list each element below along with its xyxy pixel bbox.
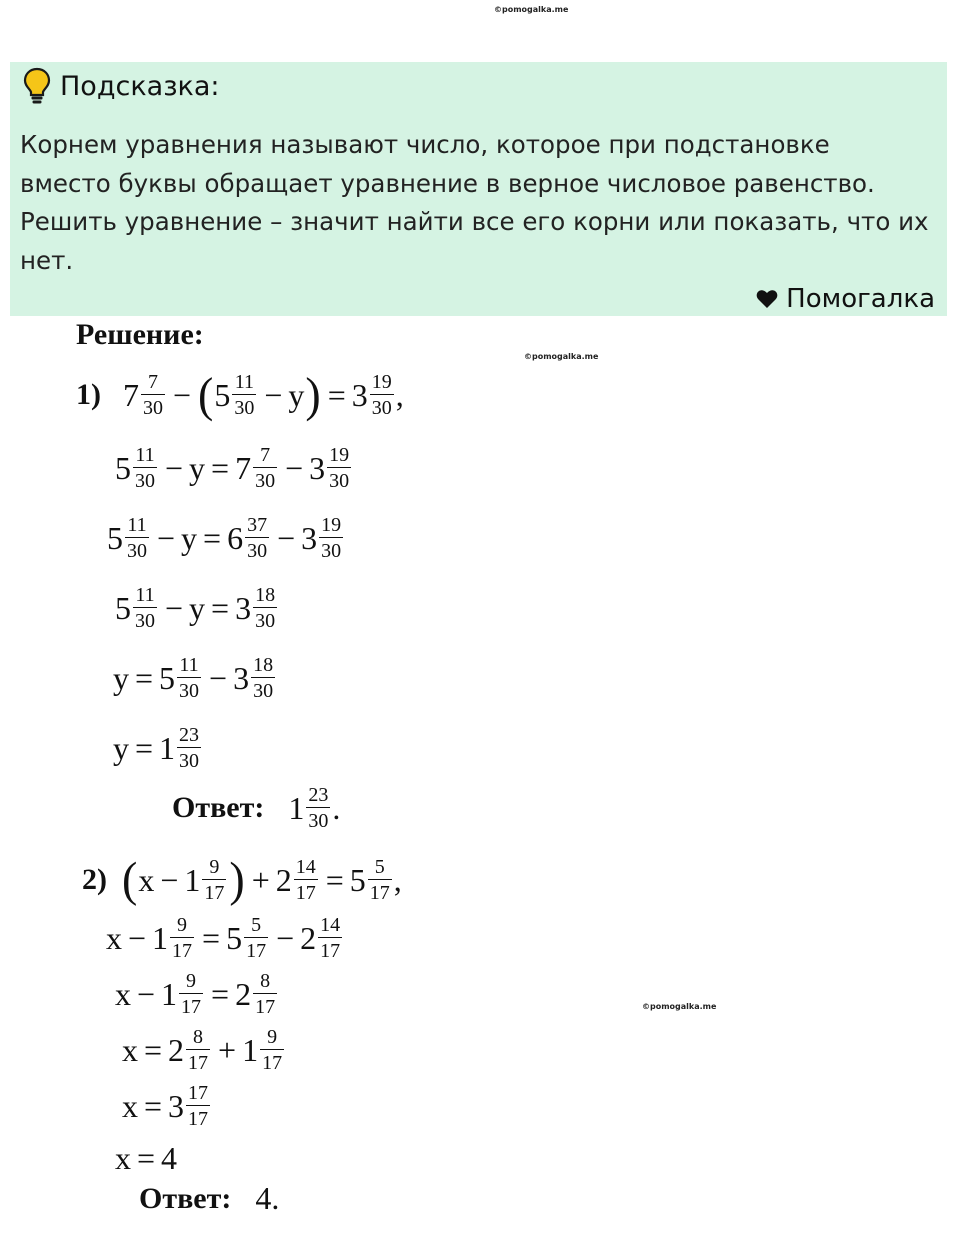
- answer-fraction: $\frac{23}{30}$: [308, 784, 329, 832]
- equation-line: x − 1 $\frac{9}{17}$ = 2 $\frac{8}{17}$: [115, 970, 276, 1018]
- hint-line: вместо буквы обращает уравнение в верное числовое равенство.: [20, 168, 875, 198]
- problem-label: 1): [76, 378, 101, 411]
- equation-line: y = 5 $\frac{11}{30}$ − 3 $\frac{18}{30}$: [113, 654, 274, 702]
- brand-label: Помогалка: [786, 284, 935, 314]
- hint-text: [20, 126, 935, 280]
- hint-box: [10, 62, 947, 316]
- answer-line: Ответ: 1 $\frac{23}{30}$ .: [172, 784, 341, 832]
- equation-line: 2) ( x − 1 $\frac{9}{17}$ ) + 2 $\frac{14}{17}$ = 5 $\frac{5}{17}$ ,: [82, 852, 402, 907]
- lightbulb-icon: [22, 66, 52, 106]
- equation-line: x = 3 $\frac{17}{17}$: [122, 1082, 209, 1130]
- heart-icon: [756, 289, 778, 309]
- brand-link[interactable]: [756, 284, 935, 314]
- hint-line: Решить уравнение – значит найти все его корни или показать, что их: [20, 207, 929, 236]
- equation-line: y = 1 $\frac{23}{30}$: [113, 724, 200, 772]
- hint-header: [22, 66, 220, 106]
- solution-title: Решение:: [76, 318, 204, 351]
- watermark-top: ©pomogalka.me: [494, 5, 569, 14]
- problem-label: 2): [82, 863, 107, 896]
- answer-line: [139, 1180, 279, 1217]
- watermark-mid: ©pomogalka.me: [524, 352, 599, 361]
- watermark-right: ©pomogalka.me: [642, 1002, 717, 1011]
- hint-title: Подсказка:: [60, 70, 220, 102]
- equation-line: 5 $\frac{11}{30}$ − y = 7 $\frac{7}{30}$ − 3 $\frac{19}{30}$: [115, 444, 350, 492]
- hint-line: нет.: [20, 245, 74, 275]
- answer-whole: 1: [288, 789, 305, 826]
- equation-line: x = 4: [115, 1140, 178, 1176]
- equation-line: 5 $\frac{11}{30}$ − y = 3 $\frac{18}{30}$: [115, 584, 276, 632]
- equation-line: 1) 7 $\frac{7}{30}$ − ( 5 $\frac{11}{30}$ − y ) = 3 $\frac{19}{30}$ ,: [76, 367, 404, 422]
- hint-line: Корнем уравнения называют число, которое при подстановке: [20, 130, 830, 159]
- equation-line: x − 1 $\frac{9}{17}$ = 5 $\frac{5}{17}$ − 2 $\frac{14}{17}$: [106, 914, 341, 962]
- answer-label: Ответ:: [139, 1181, 232, 1215]
- equation-line: 5 $\frac{11}{30}$ − y = 6 $\frac{37}{30}$ − 3 $\frac{19}{30}$: [107, 514, 342, 562]
- equation-line: x = 2 $\frac{8}{17}$ + 1 $\frac{9}{17}$: [122, 1026, 283, 1074]
- answer-label: Ответ:: [172, 791, 265, 824]
- answer-value: 4.: [255, 1180, 280, 1216]
